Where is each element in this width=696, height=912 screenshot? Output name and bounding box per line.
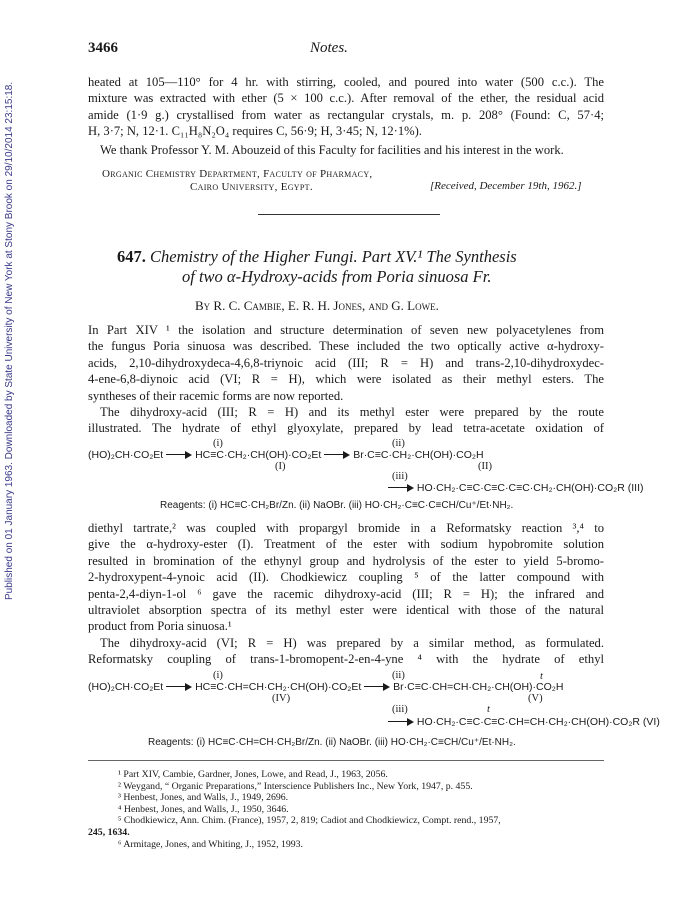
product-V: Br·C≡C·CH=CH·CH₂·CH(OH)·CO₂H [393,681,564,693]
compound-label: (V) [528,693,543,704]
footnote-divider [88,760,604,761]
step-label: (ii) [392,670,405,681]
text-line: syntheses of their racemic forms are now reported. [88,388,344,403]
scheme-2-row-2 [388,716,660,728]
text-line: In Part XIV ¹ the isolation and structure determination of seven new polyacetylenes from [88,323,604,337]
scheme-1-row-2 [388,482,644,494]
text-line: product from Poria sinuosa.¹ [88,619,232,634]
product-VI: HO·CH₂·C≡C·C≡C·CH=CH·CH₂·CH(OH)·CO₂R (VI) [416,716,660,728]
previous-article-text [88,74,604,140]
text-line: The dihydroxy-acid (VI; R = H) was prepared by a similar method, as formulated. [100,636,604,650]
trans-marker: t [540,671,543,682]
text-line: We thank Professor Y. M. Abouzeid of this Faculty for facilities and his interest in the work. [100,143,564,157]
text-line: penta-2,4-diyn-1-ol ⁶ gave the racemic dihydroxy-acid (III; R = H); the infrared and [88,586,604,601]
scheme-2-row-1 [88,681,563,693]
paragraph-route [88,404,604,437]
reactant: (HO)₂CH·CO₂Et [88,681,164,693]
article-title-line-2: of two α-Hydroxy-acids from Poria sinuosa Fr. [182,267,492,286]
step-label: (iii) [392,704,408,715]
download-stamp-text: Published on 01 January 1963. Downloaded by State University of New York at Stony Brook on 29/10/2014 23:15:18. [4,81,15,600]
compound-label: (II) [478,461,492,472]
product-IV: HC≡C·CH=CH·CH₂·CH(OH)·CO₂Et [195,681,362,693]
reaction-arrow-icon [324,451,350,459]
footnotes [88,769,501,850]
text-line: acids, 2,10-dihydroxydeca-4,6,8-triynoic acid (III; R = H) and trans-2,10-dihydroxydec- [88,355,604,370]
footnote: ² Weygand, “ Organic Preparations,” Interscience Publishers Inc., New York, 1947, p. 455. [118,780,473,792]
article-title-text: Chemistry of the Higher Fungi. Part XV.¹ The Synthesis [150,247,517,266]
product-III: HO·CH₂·C≡C·C≡C·C≡C·CH₂·CH(OH)·CO₂R (III) [416,482,644,494]
reaction-arrow-icon [166,451,192,459]
scheme-2-reagents: Reagents: (i) HC≡C·CH=CH·CH₂Br/Zn. (ii) NaOBr. (iii) HO·CH₂·C≡CH/Cu⁺/Et·NH₂. [148,737,516,748]
product-I: HC≡C·CH₂·CH(OH)·CO₂Et [195,449,322,461]
text-line: the fungus Poria sinuosa was described. These included the two optically active α-hydroxy- [88,339,604,354]
step-label: (ii) [392,438,405,449]
download-stamp [4,40,18,600]
scheme-1-reagents: Reagents: (i) HC≡C·CH₂Br/Zn. (ii) NaOBr. (iii) HO·CH₂·C≡C·C≡CH/Cu⁺/Et·NH₂. [160,500,514,511]
paragraph-synthesis [88,520,604,635]
scheme-1-row-1 [88,449,484,461]
footnote: 245, 1634. [88,826,130,838]
article-number: 647. [117,247,146,266]
step-label: (iii) [392,471,408,482]
reaction-arrow-icon [388,718,414,726]
text-line: resulted in bromination of the ethynyl group and hydrolysis of the ester to yield 5-bromo- [88,553,604,568]
paragraph-second-acid [88,635,604,668]
reactant: (HO)₂CH·CO₂Et [88,449,164,461]
text-line: H, 3·7; N, 12·1. C₁₁H₈N₂O₄ requires C, 56·9; H, 3·45; N, 12·1%). [88,124,422,139]
text-line: The dihydroxy-acid (III; R = H) and its methyl ester were prepared by the route [100,405,604,419]
reaction-arrow-icon [364,683,390,691]
trans-marker: t [487,704,490,715]
acknowledgement [88,142,604,158]
section-title: Notes. [310,40,348,56]
reaction-arrow-icon [388,484,414,492]
footnote: ⁴ Henbest, Jones, and Walls, J., 1950, 3646. [118,803,289,815]
text-line: Reformatsky coupling of trans-1-bromopent-2-en-4-yne ⁴ with the hydrate of ethyl [88,652,604,667]
text-line: mixture was extracted with ether (5 × 100 c.c.). After removal of the ether, the residual acid [88,91,604,106]
text-line: 2-hydroxypent-4-ynoic acid (II). Chodkiewicz coupling ⁵ of the latter compound with [88,570,604,585]
compound-label: (I) [275,461,286,472]
text-line: diethyl tartrate,² was coupled with propargyl bromide in a Reformatsky reaction ³,⁴ to [88,521,604,535]
reaction-arrow-icon [166,683,192,691]
step-label: (i) [213,670,223,681]
received-date: [Received, December 19th, 1962.] [430,180,582,192]
text-line: give the α-hydroxy-ester (I). Treatment of the ester with sodium hypobromite solution [88,537,604,552]
footnote: ³ Henbest, Jones, and Walls, J., 1949, 2696. [118,792,289,804]
affiliation-line-2: Cairo University, Egypt. [190,181,313,193]
step-label: (i) [213,438,223,449]
compound-label: (IV) [272,693,291,704]
text-line: heated at 105—110° for 4 hr. with stirring, cooled, and poured into water (500 c.c.). The [88,75,604,89]
text-line: ultraviolet absorption spectra of its methyl ester were identical with those of the natural [88,603,604,618]
article-title-line-1 [117,247,517,267]
footnote: ⁵ Chodkiewicz, Ann. Chim. (France), 1957, 2, 819; Cadiot and Chodkiewicz, Compt. rend., 1957, [118,815,501,827]
paragraph-intro [88,322,604,404]
product-II: Br·C≡C·CH₂·CH(OH)·CO₂H [353,449,484,461]
text-line: amide (1·9 g.) crystallised from water as rectangular crystals, m. p. 208° (Found: C, 57·4; [88,107,604,122]
page-number: 3466 [88,40,118,56]
article-divider [258,214,440,215]
footnote: ⁶ Armitage, Jones, and Whiting, J., 1952, 1993. [118,838,304,850]
text-line: illustrated. The hydrate of ethyl glyoxylate, prepared by lead tetra-acetate oxidation of [88,421,604,436]
text-line: 4-ene-6,8-diynoic acid (VI; R = H), which were isolated as their methyl esters. The [88,372,604,387]
footnote: ¹ Part XIV, Cambie, Gardner, Jones, Lowe, and Read, J., 1963, 2056. [118,769,388,780]
affiliation-line-1: Organic Chemistry Department, Faculty of Pharmacy, [102,168,373,180]
authors: By R. C. Cambie, E. R. H. Jones, and G. Lowe. [195,298,439,313]
